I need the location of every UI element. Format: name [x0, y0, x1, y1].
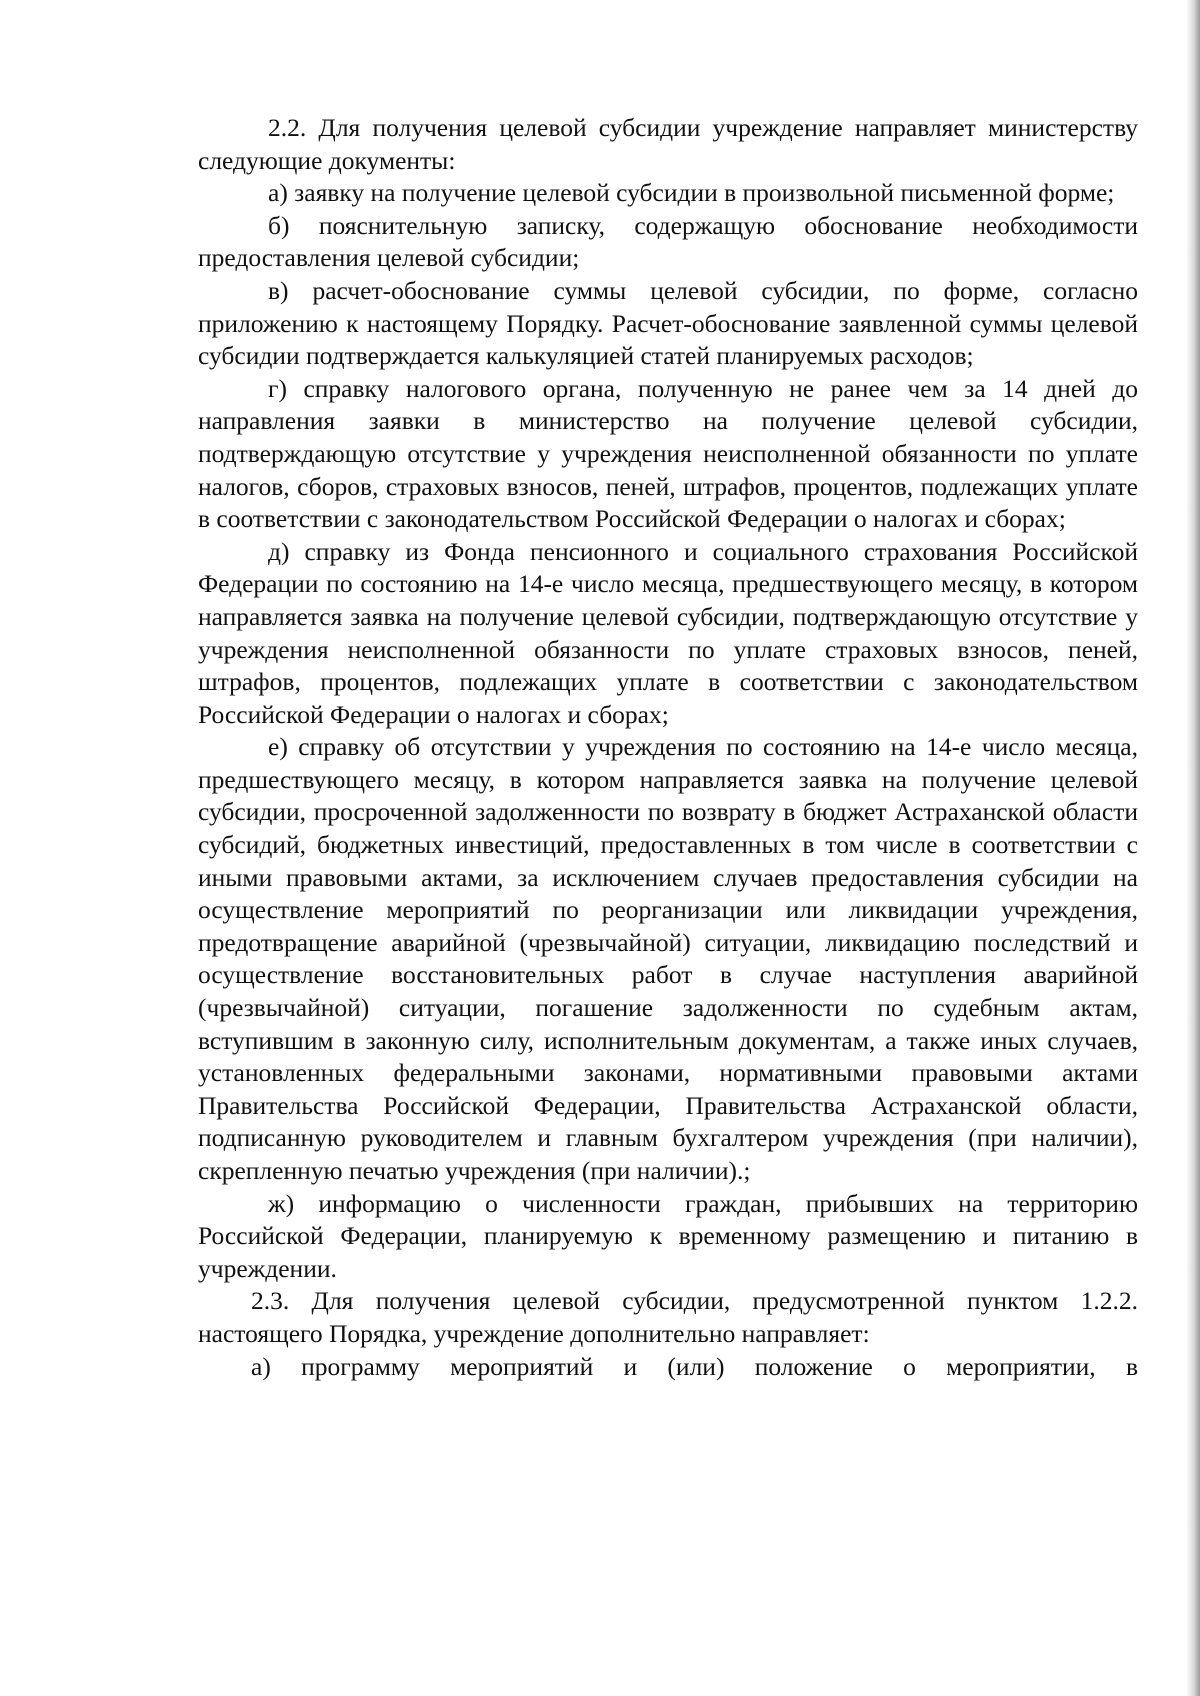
document-body: [198, 112, 1138, 1383]
page-edge-shadow: [1186, 0, 1200, 1696]
paragraph-2-3: 2.3. Для получения целевой субсидии, предусмотренной пунктом 1.2.2. настоящего Порядка, учреждение дополнительно направляет:: [198, 1286, 1138, 1348]
paragraph-item-e: е) справку об отсутствии у учреждения по состоянию на 14-е число месяца, предшествующего месяцу, в котором направляется заявка на получение целевой субсидии, просроченной задолженности по возврату в бюджет Астраханской области субсидий, бюджетных инвестиций, предоставленных в том числе в соответствии с иными правовыми актами, за исключением случаев предоставления субсидии на осуществление мероприятий по реорганизации или ликвидации учреждения, предотвращение аварийной (чрезвычайной) ситуации, ликвидацию последствий и осуществление восстановительных работ в случае наступления аварийной (чрезвычайной) ситуации, погашение задолженности по судебным актам, вступившим в законную силу, исполнительным документам, а также иных случаев, установленных федеральными законами, нормативными правовыми актами Правительства Российской Федерации, Правительства Астраханской области, подписанную руководителем и главным бухгалтером учреждения (при наличии), скрепленную печатью учреждения (при наличии).;: [198, 732, 1138, 1185]
paragraph-item-d: д) справку из Фонда пенсионного и социального страхования Российской Федерации по состоянию на 14-е число месяца, предшествующего месяцу, в котором направляется заявка на получение целевой субсидии, подтверждающую отсутствие у учреждения неисполненной обязанности по уплате страховых взносов, пеней, штрафов, процентов, подлежащих уплате в соответствии с законодательством Российской Федерации о налогах и сборах;: [198, 536, 1138, 729]
paragraph-2-2: 2.2. Для получения целевой субсидии учреждение направляет министерству следующие документы:: [198, 113, 1138, 175]
paragraph-item-a: а) заявку на получение целевой субсидии в произвольной письменной форме;: [268, 178, 1115, 208]
paragraph-item-g: г) справку налогового органа, полученную не ранее чем за 14 дней до направления заявки в министерство на получение целевой субсидии, подтверждающую отсутствие у учреждения неисполненной обязанности по уплате налогов, сборов, страховых взносов, пеней, штрафов, процентов, подлежащих уплате в соответствии с законодательством Российской Федерации о налогах и сборах;: [198, 373, 1138, 534]
paragraph-item-zh: ж) информацию о численности граждан, прибывших на территорию Российской Федерации, планируемую к временному размещению и питанию в учреждении.: [198, 1188, 1138, 1283]
paragraph-item-b: б) пояснительную записку, содержащую обоснование необходимости предоставления целевой субсидии;: [198, 210, 1138, 273]
paragraph-2-3-item-a: а) программу мероприятий и (или) положение о мероприятии, в: [251, 1351, 1138, 1381]
paragraph-item-v: в) расчет-обоснование суммы целевой субсидии, по форме, согласно приложению к настоящему Порядку. Расчет-обоснование заявленной суммы целевой субсидии подтверждается калькуляцией статей планируемых расходов;: [198, 275, 1138, 371]
